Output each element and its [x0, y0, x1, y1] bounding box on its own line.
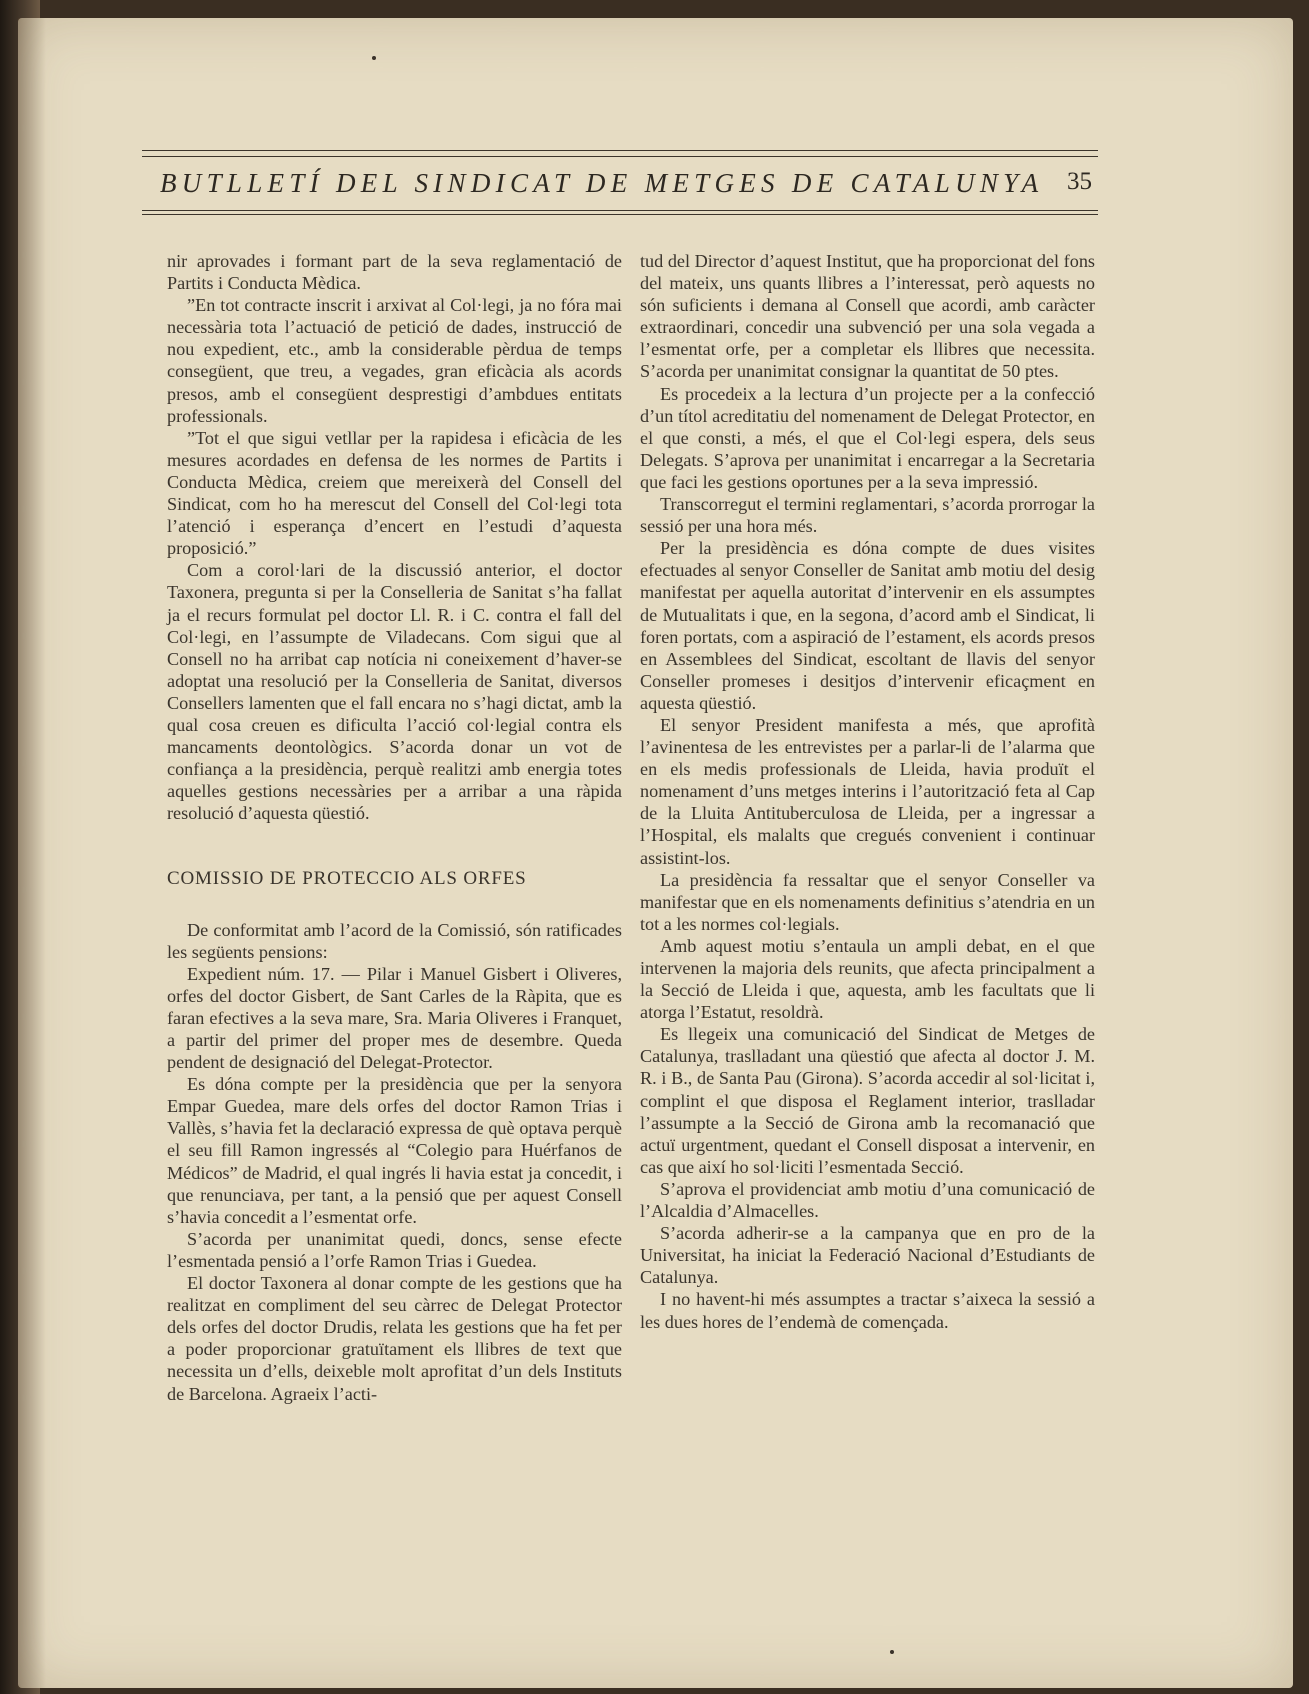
running-header [142, 168, 1098, 208]
paragraph: S’aprova el providenciat amb motiu d’una comunicació de l’Alcaldia d’Almacelles. [640, 1178, 1095, 1222]
paragraph: Es dóna compte per la presidència que per la senyora Empar Guedea, mare dels orfes del doctor Ramon Trias i Vallès, s’havia fet la declaració expressa de què optava perquè el seu fill Ramon ingressés al “Colegio para Huérfanos de Médicos” de Madrid, el qual ingrés li havia estat ja concedit, i que renunciava, per tant, a la pensió que per aquest Consell s’havia concedit a l’esmentat orfe. [167, 1074, 622, 1227]
paragraph: ”Tot el que sigui vetllar per la rapidesa i eficàcia de les mesures acordades en defensa de les normes de Partits i Conducta Mèdica, creiem que mereixerà del Consell del Sindicat, com ho ha merescut del Consell del Col·legi tota l’atenció i esperança d’encert en l’estudi d’aquesta proposició.” [167, 427, 622, 559]
paragraph: La presidència fa ressaltar que el senyor Conseller va manifestar que en els nomenaments definitius s’atendria en un tot a les normes col·legials. [640, 869, 1095, 934]
page-gutter [18, 18, 46, 1688]
paragraph: Es procedeix a la lectura d’un projecte per a la confecció d’un títol acreditatiu del nomenament de Delegat Protector, en el que consti, a més, el que el Col·legi espera, dels seus Delegats. S’aprova per unanimitat i encarregar a la Secretaria que faci les gestions oportunes per a la seva impressió. [640, 383, 1095, 492]
paragraph: I no havent-hi més assumptes a tractar s’aixeca la sessió a les dues hores de l’endemà de començada. [640, 1289, 1095, 1332]
header-bottom-rule [142, 210, 1098, 215]
journal-title: BUTLLETÍ DEL SINDICAT DE METGES DE CATALUNYA [160, 168, 1044, 198]
paragraph: nir aprovades i formant part de la seva reglamentació de Partits i Conducta Mèdica. [167, 251, 622, 294]
paragraph: Com a corol·lari de la discussió anterior, el doctor Taxonera, pregunta si per la Conselleria de Sanitat s’ha fallat ja el recurs formulat pel doctor Ll. R. i C. contra el fall del Col·legi, en l’assumpte de Viladecans. Com sigui que al Consell no ha arribat cap notícia ni coneixement d’haver-se adoptat una resolució per la Conselleria de Sanitat, diversos Consellers lamenten que el fall encara no s’hagi dictat, amb la qual cosa creuen es dificulta l’acció col·legial contra els mancaments deontològics. S’acorda donar un vot de confiança a la presidència, perquè realitzi amb energia totes aquelles gestions necessàries per a arribar a una ràpida resolució d’aquesta qüestió. [167, 560, 622, 824]
page-number: 35 [1067, 168, 1092, 195]
paragraph: El doctor Taxonera al donar compte de les gestions que ha realitzat en compliment del seu càrrec de Delegat Protector dels orfes del doctor Drudis, relata les gestions que ha fet per a poder proporcionar gratuïtament els llibres de text que necessita un d’ells, deixeble molt aprofitat d’un dels Instituts de Barcelona. Agraeix l’acti- [167, 1273, 622, 1404]
header-top-rule [142, 150, 1098, 151]
left-column [167, 250, 622, 1405]
paragraph: tud del Director d’aquest Institut, que ha proporcionat del fons del mateix, uns quants llibres a l’interessat, però aquests no són suficients i demana al Consell que acordi, amb caràcter extraordinari, concedir una subvenció per una sola vegada a l’esmentat orfe, per a completar els llibres que necessita. S’acorda per unanimitat consignar la quantitat de 50 ptes. [640, 251, 1095, 382]
paragraph: Es llegeix una comunicació del Sindicat de Metges de Catalunya, traslladant una qüestió que afecta al doctor J. M. R. i B., de Santa Pau (Girona). S’acorda accedir al sol·licitat i, complint el que disposa el Reglament interior, traslladar l’assumpte a la Secció de Girona amb la recomanació que actuï urgentment, quedant el Consell disposat a intervenir, en cas que així ho sol·liciti l’esmentada Secció. [640, 1024, 1095, 1177]
header-top-rule [142, 156, 1098, 157]
paragraph: S’acorda per unanimitat quedi, doncs, sense efecte l’esmentada pensió a l’orfe Ramon Trias i Guedea. [167, 1228, 622, 1271]
paragraph: S’acorda adherir-se a la campanya que en pro de la Universitat, ha iniciat la Federació Nacional d’Estudiants de Catalunya. [640, 1223, 1095, 1288]
paragraph: El senyor President manifesta a més, que aprofità l’avinentesa de les entrevistes per a parlar-li de l’alarma que en els medis professionals de Lleida, havia produït el nomenament d’uns metges interins i l’autorització feta al Cap de la Lluita Antituberculosa de Lleida, per a ingressar a l’Hospital, els malalts que cregués convenient i continuar assistint-los. [640, 714, 1095, 868]
section-heading: COMISSIO DE PROTECCIO ALS ORFES [167, 868, 527, 890]
paragraph: Amb aquest motiu s’entaula un ampli debat, en el que intervenen la majoria dels reunits, que afecta principalment a la Secció de Lleida i que, aquesta, amb les facultats que li atorga l’Estatut, resoldrà. [640, 935, 1095, 1023]
paragraph: ”En tot contracte inscrit i arxivat al Col·legi, ja no fóra mai necessària tota l’actuació de petició de dades, instrucció de nou expedient, etc., amb la considerable pèrdua de temps consegüent, que treu, a vegades, gran eficàcia als acords presos, amb el consegüent desprestigi d’ambdues entitats professionals. [167, 295, 622, 426]
paragraph: Expedient núm. 17. — Pilar i Manuel Gisbert i Oliveres, orfes del doctor Gisbert, de Sant Carles de la Ràpita, que es faran efectives a la seva mare, Sra. Maria Oliveres i Franquet, a partir del primer del proper mes de desembre. Queda pendent de designació del Delegat-Protector. [167, 963, 622, 1073]
paragraph: Per la presidència es dóna compte de dues visites efectuades al senyor Conseller de Sanitat amb motiu del desig manifestat per aquella autoritat d’intervenir en els assumptes de Mutualitats i que, en la segona, d’acord amb el Sindicat, li foren portats, com a aspiració de l’estament, els acords presos en Assemblees del Sindicat, escoltant de llavis del senyor Conseller promeses i desitjos d’intervenir eficaçment en aquesta qüestió. [640, 538, 1095, 713]
page-speck [372, 56, 376, 60]
paragraph: De conformitat amb l’acord de la Comissió, són ratificades les següents pensions: [167, 919, 622, 962]
paragraph: Transcorregut el termini reglamentari, s’acorda prorrogar la sessió per una hora més. [640, 494, 1095, 537]
page-speck [890, 1650, 894, 1654]
right-column [640, 250, 1095, 1333]
